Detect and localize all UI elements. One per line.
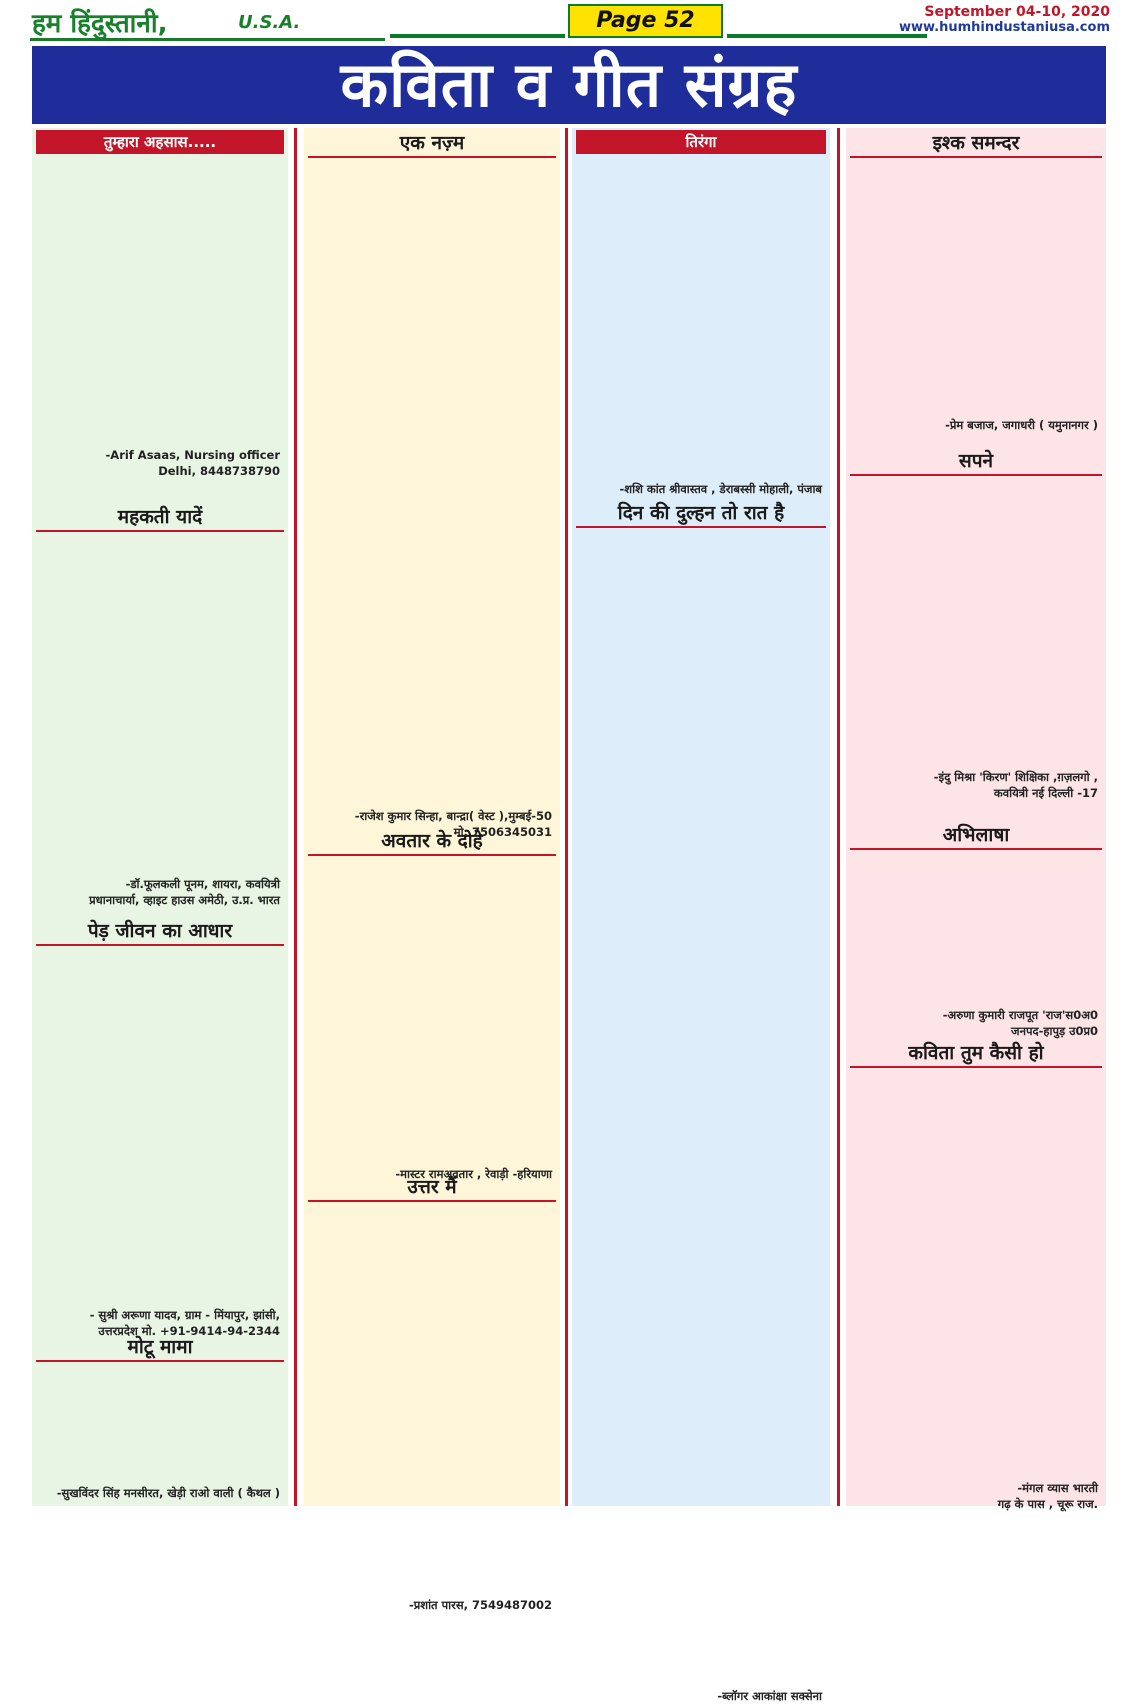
poem-author: -Arif Asaas, Nursing officer [105,448,280,462]
header-rule [390,34,565,38]
poem-body [32,946,288,1343]
banner-title: कविता व गीत संग्रह [340,48,798,121]
column-4 [846,128,1106,1511]
poem-author: -डॉ.फूलकली पूनम, शायरा, कवयित्री [125,877,280,891]
poem-title: कविता तुम कैसी हो [850,1040,1102,1068]
poem-title: मोटू मामा [36,1334,284,1362]
poem-author-info: जनपद-हापुड़ उ0प्र0 [1011,1024,1098,1038]
poem-author: -राजेश कुमार सिन्हा, बान्द्रा( वेस्ट ),मुम्बई-50 [354,809,552,823]
page-number-box [568,4,723,38]
poem-body [304,1202,560,1617]
poem-title: तिरंगा [576,130,826,154]
poem-author-info: Delhi, 8448738790 [158,464,280,478]
poem-title: अवतार के दोहे [308,828,556,856]
poem-section [304,828,560,1186]
column-divider [294,128,297,1506]
poem-title: एक नज़्म [308,130,556,158]
poem-author: -प्रशांत पारस, 7549487002 [408,1598,552,1612]
header-rule-right [727,34,927,38]
poem-author: -ब्लॉगर आकांक्षा सक्सेना [717,1689,822,1703]
column-divider [837,128,840,1506]
poem-author: -मास्टर रामअवतार , रेवाड़ी -हरियाणा [395,1167,552,1181]
poem-section [304,130,560,844]
poem-section [846,1040,1106,1516]
poem-author: -शशि कांत श्रीवास्तव , डेराबस्सी मोहाली, पंजाब [619,482,822,496]
column-divider [565,128,568,1506]
brand-name: हम हिंदुस्तानी, [32,9,168,39]
poem-author-info: कवयित्री नई दिल्ली -17 [993,786,1098,800]
poem-body [846,476,1106,805]
poem-section [846,448,1106,805]
poem-section [572,130,830,501]
poem-body [32,532,288,912]
poem-body [304,158,560,844]
poem-author-info: उत्तरप्रदेश मो. +91-9414-94-2344 [98,1324,280,1338]
brand-usa: U.S.A. [238,12,301,33]
poem-author-info: प्रधानाचार्या, व्हाइट हाउस अमेठी, उ.प्र. भारत [89,893,280,907]
poem-author: -अरुणा कुमारी राजपूत 'राज'स0अ0 [942,1008,1098,1022]
poem-author-info: मो. 7506345031 [453,825,552,839]
poem-body [846,850,1106,1043]
date-info [899,4,1110,35]
column-2 [304,128,560,1612]
poem-body [304,856,560,1186]
poem-author: -इंदु मिश्रा 'किरण' शिक्षिका ,ग़ज़लगो , [933,770,1098,784]
page-number: Page 52 [596,8,695,33]
poem-section [32,1334,288,1505]
masthead [30,4,385,41]
column-1 [32,128,288,1506]
issue-date: September 04-10, 2020 [924,4,1110,20]
poem-title: पेड़ जीवन का आधार [36,918,284,946]
poem-section [846,130,1106,437]
poem-author: -सुखविंदर सिंह मनसीरत, खेड़ी राओ वाली ( कैथल ) [56,1486,280,1500]
poem-author: -प्रेम बजाज, जगाधरी ( यमुनानगर ) [945,418,1098,432]
poem-author: -मंगल व्यास भारती [1017,1481,1098,1495]
poem-author-info: गढ़ के पास , चूरू राज. [997,1497,1098,1511]
masthead-bar [30,4,1110,40]
page-banner [32,46,1106,124]
poem-body [846,1068,1106,1516]
poem-title: महकती यादें [36,504,284,532]
poem-section [32,130,288,483]
poem-section [846,822,1106,1043]
poem-title: अभिलाषा [850,822,1102,850]
column-3 [572,128,830,1703]
poem-section [32,504,288,912]
poem-title: इश्क समन्दर [850,130,1102,158]
poem-section [572,500,830,1708]
poem-body [32,1362,288,1505]
poem-body [572,154,830,501]
poem-section [304,1174,560,1617]
poem-body [846,158,1106,437]
website-link[interactable]: www.humhindustaniusa.com [898,20,1110,35]
poem-section [32,918,288,1343]
poem-title: दिन की दुल्हन तो रात है [576,500,826,528]
poem-body [572,528,830,1708]
poem-title: तुम्हारा अहसास..... [36,130,284,154]
poem-title: सपने [850,448,1102,476]
poem-body [32,154,288,483]
poem-author: - सुश्री अरूणा यादव, ग्राम - मिंयापुर, झांसी, [89,1308,280,1322]
poem-title: उत्तर मैं [308,1174,556,1202]
